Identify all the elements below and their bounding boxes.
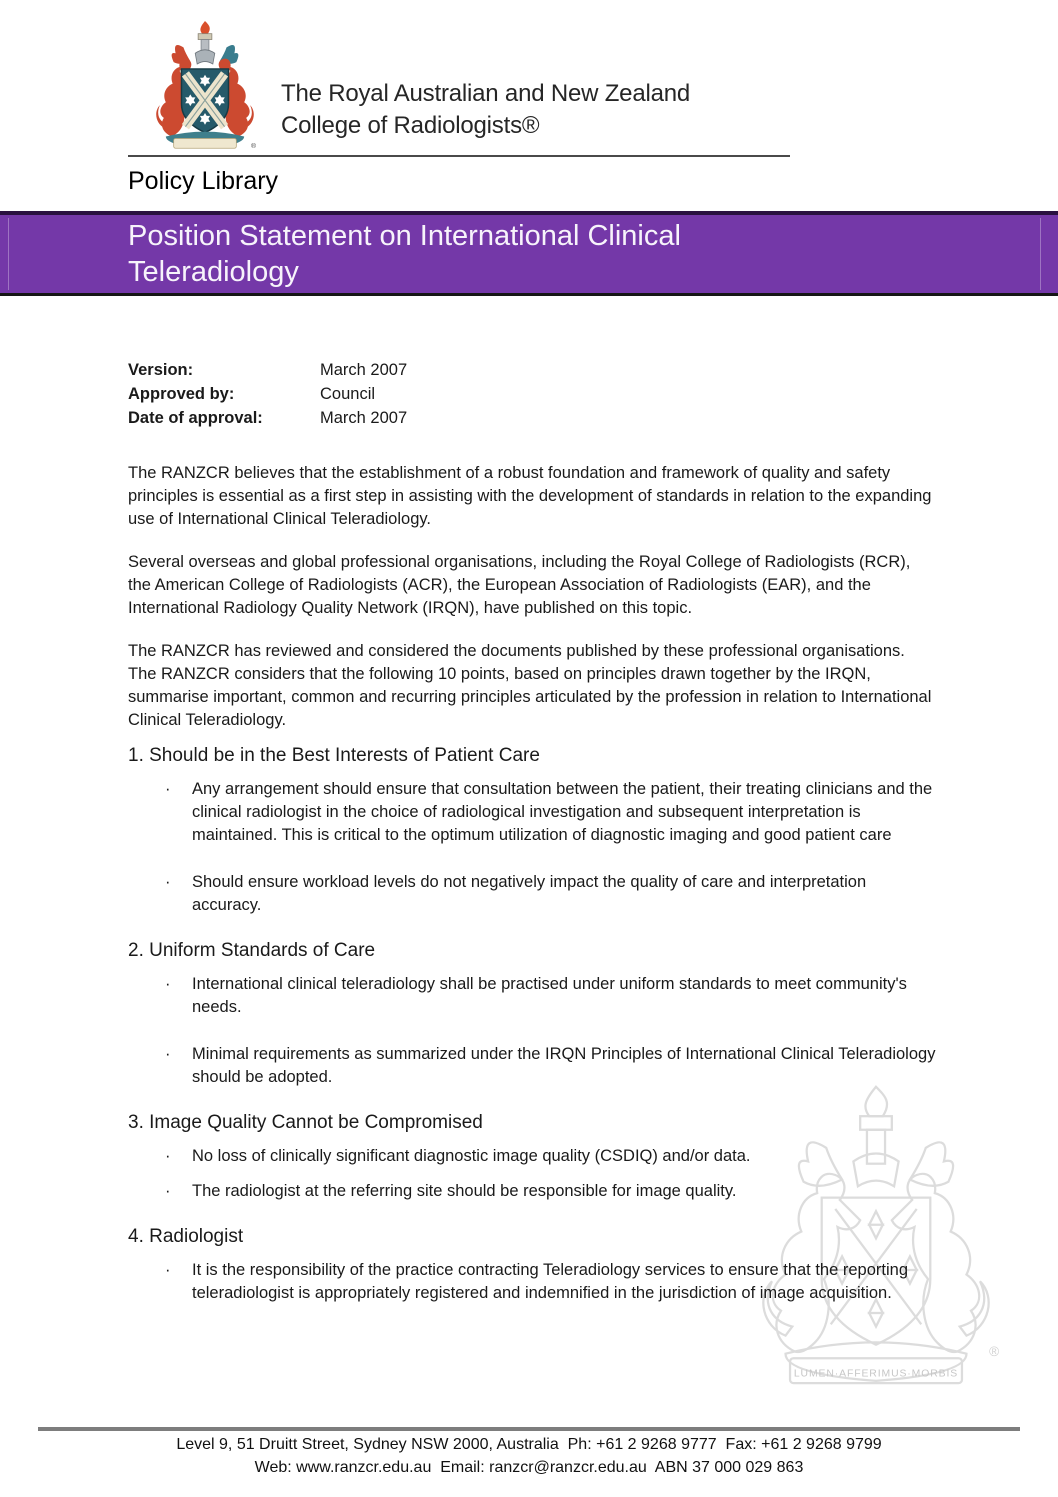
org-name-line1: The Royal Australian and New Zealand xyxy=(281,80,691,107)
section-heading-2: 2. Uniform Standards of Care xyxy=(128,940,376,961)
bullet-text: International clinical teleradiology shall be practised under uniform standards to meet community's needs. xyxy=(192,975,907,1016)
bullet-text: No loss of clinically significant diagnostic image quality (CSDIQ) and/or data. xyxy=(192,1147,751,1165)
meta-label: Approved by: xyxy=(128,385,235,403)
document-body xyxy=(128,358,936,1305)
meta-value: March 2007 xyxy=(320,409,408,427)
bullet-text: Minimal requirements as summarized under the IRQN Principles of International Clinical Teleradiology should be adopted. xyxy=(192,1045,936,1086)
meta-value: Council xyxy=(320,385,376,403)
meta-label: Version: xyxy=(128,361,194,379)
bullet-text: Any arrangement should ensure that consultation between the patient, their treating clinicians and the clinical radiologist in the choice of radiological investigation and subsequent interpretation is maintained. This is critical to the optimum utilization of diagnostic imaging and good patient care xyxy=(192,780,933,844)
bullet-dot-icon: · xyxy=(165,1261,171,1279)
section-3-bullets xyxy=(128,1145,936,1203)
org-wordmark xyxy=(281,78,690,142)
bullet-text: Should ensure workload levels do not negatively impact the quality of care and interpretation accuracy. xyxy=(192,873,867,914)
section-2-bullets xyxy=(128,973,936,1089)
list-item xyxy=(128,973,936,1019)
section-heading-1: 1. Should be in the Best Interests of Patient Care xyxy=(128,745,540,766)
list-item xyxy=(128,778,936,847)
ranzcr-crest-logo xyxy=(146,18,264,165)
org-name-line2: College of Radiologists® xyxy=(281,112,540,139)
meta-label: Date of approval: xyxy=(128,409,263,427)
document-title: Position Statement on International Clinical Teleradiology xyxy=(128,220,681,288)
footer-address-line: Level 9, 51 Druitt Street, Sydney NSW 2000, Australia Ph: +61 2 9268 9777 Fax: +61 2 9268 9799 xyxy=(176,1436,882,1453)
bullet-dot-icon: · xyxy=(165,1182,171,1200)
bullet-dot-icon: · xyxy=(165,1045,171,1063)
registered-trademark-mark: ® xyxy=(989,1343,1000,1359)
section-heading-3: 3. Image Quality Cannot be Compromised xyxy=(128,1112,483,1133)
bullet-dot-icon: · xyxy=(165,873,171,891)
coat-of-arms-icon xyxy=(146,18,264,160)
bullet-dot-icon: · xyxy=(165,975,171,993)
bullet-dot-icon: · xyxy=(165,780,171,798)
section-1-bullets xyxy=(128,778,936,917)
section-4-bullets xyxy=(128,1259,936,1305)
footer-divider xyxy=(38,1427,1020,1431)
meta-value: March 2007 xyxy=(320,361,408,379)
version-meta-table xyxy=(128,358,936,430)
footer-contact-line: Web: www.ranzcr.edu.au Email: ranzcr@ranzcr.edu.au ABN 37 000 029 863 xyxy=(254,1459,804,1476)
policy-library-heading: Policy Library xyxy=(128,167,279,195)
bullet-text: It is the responsibility of the practice contracting Teleradiology services to ensure that the reporting teleradiologist is appropriately registered and indemnified in the jurisdiction of image acquisition. xyxy=(192,1261,908,1302)
list-item xyxy=(128,1145,936,1168)
watermark-motto: LUMEN·AFFERIMUS·MORBIS xyxy=(793,1368,959,1380)
bullet-dot-icon: · xyxy=(165,1147,171,1165)
header-divider xyxy=(128,155,790,157)
bullet-text: The radiologist at the referring site should be responsible for image quality. xyxy=(192,1182,737,1200)
intro-paragraph: Several overseas and global professional organisations, including the Royal College of Radiologists (RCR), the American College of Radiologists (ACR), the European Association of Radiologists (EAR), and the International Radiology Quality Network (IRQN), have published on this topic. xyxy=(128,553,911,617)
section-heading-4: 4. Radiologist xyxy=(128,1226,244,1247)
title-banner xyxy=(0,211,1058,296)
svg-text:®: ® xyxy=(251,143,257,151)
banner-right-line xyxy=(1040,218,1041,290)
intro-paragraph: The RANZCR has reviewed and considered the documents published by these professional organisations. The RANZCR considers that the following 10 points, based on principles drawn together by the IRQN, summarise important, common and recurring principles articulated by the profession in relation to International Clinical Teleradiology. xyxy=(128,642,932,729)
banner-left-line xyxy=(8,218,9,290)
list-item xyxy=(128,1043,936,1089)
list-item xyxy=(128,1180,936,1203)
list-item xyxy=(128,871,936,917)
intro-paragraph: The RANZCR believes that the establishment of a robust foundation and framework of quality and safety principles is essential as a first step in assisting with the development of standards in relation to the expanding use of International Clinical Teleradiology. xyxy=(128,464,932,528)
list-item xyxy=(128,1259,936,1305)
